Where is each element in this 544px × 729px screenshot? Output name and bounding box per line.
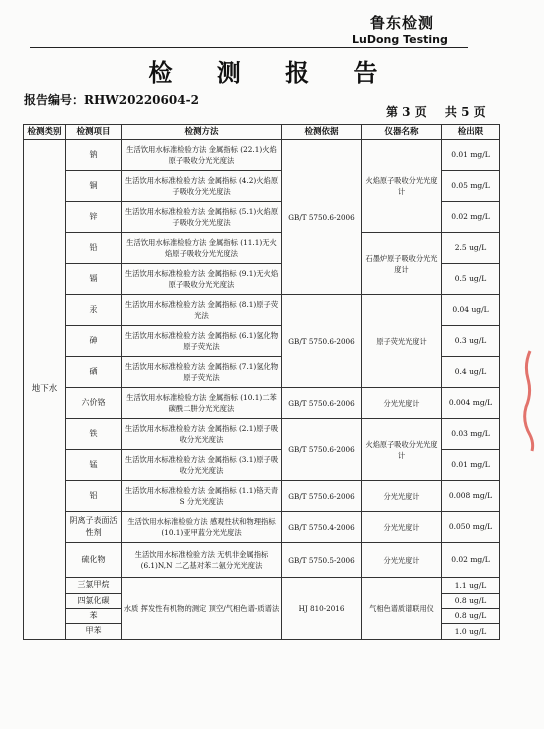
item-cell: 铁 [66,419,122,450]
basis-cell: GB/T 5750.6-2006 [282,388,362,419]
limit-cell: 2.5 ug/L [442,233,500,264]
limit-cell: 0.5 ug/L [442,264,500,295]
method-cell: 生活饮用水标准检验方法 金属指标 (6.1)氢化物原子荧光法 [122,326,282,357]
limit-cell: 0.008 mg/L [442,481,500,512]
item-cell: 硒 [66,357,122,388]
instrument-cell: 火焰原子吸收分光光度计 [362,140,442,233]
item-cell: 铅 [66,233,122,264]
basis-cell: HJ 810-2016 [282,578,362,640]
category-cell: 地下水 [24,140,66,640]
method-cell: 生活饮用水标准检验方法 金属指标 (22.1)火焰原子吸收分光光度法 [122,140,282,171]
item-cell: 锌 [66,202,122,233]
instrument-cell: 分光光度计 [362,512,442,543]
table-row [24,543,500,578]
item-cell: 三氯甲烷 [66,578,122,593]
limit-cell: 0.8 ug/L [442,608,500,623]
method-cell: 生活饮用水标准检验方法 感观性状和物理指标(10.1)亚甲蓝分光光度法 [122,512,282,543]
limit-cell: 0.03 mg/L [442,419,500,450]
item-cell: 铝 [66,481,122,512]
item-cell: 砷 [66,326,122,357]
page-total: 共 5 页 [444,105,486,119]
table-row [24,419,500,450]
basis-cell: GB/T 5750.6-2006 [282,481,362,512]
method-cell: 生活饮用水标准检验方法 金属指标 (5.1)火焰原子吸收分光光度法 [122,202,282,233]
method-cell: 生活饮用水标准检验方法 金属指标 (11.1)无火焰原子吸收分光光度法 [122,233,282,264]
page-info [386,103,500,120]
method-cell: 生活饮用水标准检验方法 金属指标 (3.1)原子吸收分光光度法 [122,450,282,481]
table-row [24,481,500,512]
method-cell: 生活饮用水标准检验方法 金属指标 (7.1)氢化物原子荧光法 [122,357,282,388]
method-cell: 生活饮用水标准检验方法 金属指标 (2.1)原子吸收分光光度法 [122,419,282,450]
method-cell: 水质 挥发性有机物的测定 顶空/气相色谱-质谱法 [122,578,282,640]
table-row [24,140,500,171]
item-cell: 四氯化碳 [66,593,122,608]
instrument-cell: 分光光度计 [362,543,442,578]
limit-cell: 0.01 mg/L [442,450,500,481]
item-cell: 汞 [66,295,122,326]
method-cell: 生活饮用水标准检验方法 金属指标 (4.2)火焰原子吸收分光光度法 [122,171,282,202]
basis-cell: GB/T 5750.4-2006 [282,512,362,543]
basis-cell: GB/T 5750.6-2006 [282,295,362,388]
header-rule [30,47,468,48]
page-number: 第 3 页 [386,105,427,119]
method-cell: 生活饮用水标准检验方法 金属指标 (1.1)铬天青 S 分光光度法 [122,481,282,512]
limit-cell: 1.1 ug/L [442,578,500,593]
instrument-cell: 分光光度计 [362,481,442,512]
company-name-cn: 鲁东检测 [370,14,435,32]
company-name-en: LuDong Testing [352,33,448,46]
table-header-row [24,125,500,140]
item-cell: 钠 [66,140,122,171]
limit-cell: 0.02 mg/L [442,543,500,578]
header-basis: 检测依据 [282,125,362,140]
limit-cell: 0.4 ug/L [442,357,500,388]
limit-cell: 0.01 mg/L [442,140,500,171]
item-cell: 锰 [66,450,122,481]
results-table [23,124,500,640]
method-cell: 生活饮用水标准检验方法 金属指标 (8.1)原子荧光法 [122,295,282,326]
limit-cell: 0.05 mg/L [442,171,500,202]
limit-cell: 0.004 mg/L [442,388,500,419]
instrument-cell: 气相色谱质谱联用仪 [362,578,442,640]
basis-cell: GB/T 5750.5-2006 [282,543,362,578]
item-cell: 甲苯 [66,624,122,639]
report-number: 报告编号：RHW20220604-2 [24,93,199,107]
table-row [24,578,500,593]
method-cell: 生活饮用水标准检验方法 金属指标 (10.1)二苯碳酰二肼分光光度法 [122,388,282,419]
basis-cell: GB/T 5750.6-2006 [282,140,362,295]
item-cell: 阴离子表面活性剂 [66,512,122,543]
instrument-cell: 火焰原子吸收分光光度计 [362,419,442,481]
header-category: 检测类别 [24,125,66,140]
item-cell: 硫化物 [66,543,122,578]
table-row [24,233,500,264]
limit-cell: 0.3 ug/L [442,326,500,357]
limit-cell: 0.02 mg/L [442,202,500,233]
item-cell: 六价铬 [66,388,122,419]
seal-stamp-fragment [518,345,540,455]
page-title: 检 测 报 告 [148,59,396,87]
limit-cell: 0.050 mg/L [442,512,500,543]
basis-cell: GB/T 5750.6-2006 [282,419,362,481]
item-cell: 铜 [66,171,122,202]
table-row [24,295,500,326]
instrument-cell: 分光光度计 [362,388,442,419]
instrument-cell: 石墨炉原子吸收分光光度计 [362,233,442,295]
instrument-cell: 原子荧光光度计 [362,295,442,388]
item-cell: 苯 [66,608,122,623]
limit-cell: 0.04 ug/L [442,295,500,326]
table-row [24,388,500,419]
method-cell: 生活饮用水标准检验方法 无机非金属指标(6.1)N,N 二乙基对苯二氨分光光度法 [122,543,282,578]
table-row [24,512,500,543]
header-instrument: 仪器名称 [362,125,442,140]
limit-cell: 0.8 ug/L [442,593,500,608]
stamp-stroke [525,351,533,451]
method-cell: 生活饮用水标准检验方法 金属指标 (9.1)无火焰原子吸收分光光度法 [122,264,282,295]
limit-cell: 1.0 ug/L [442,624,500,639]
header-item: 检测项目 [66,125,122,140]
header-method: 检测方法 [122,125,282,140]
header-limit: 检出限 [442,125,500,140]
item-cell: 镉 [66,264,122,295]
